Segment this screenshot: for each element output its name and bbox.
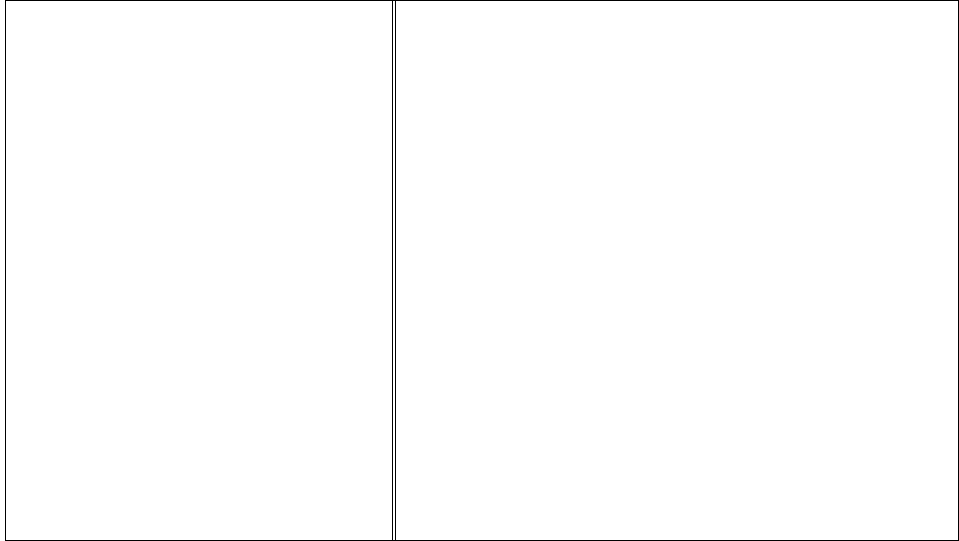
column-divider: [5, 0, 6, 541]
column-divider: [395, 0, 396, 541]
row-divider: [5, 0, 958, 1]
column-divider: [392, 0, 393, 541]
